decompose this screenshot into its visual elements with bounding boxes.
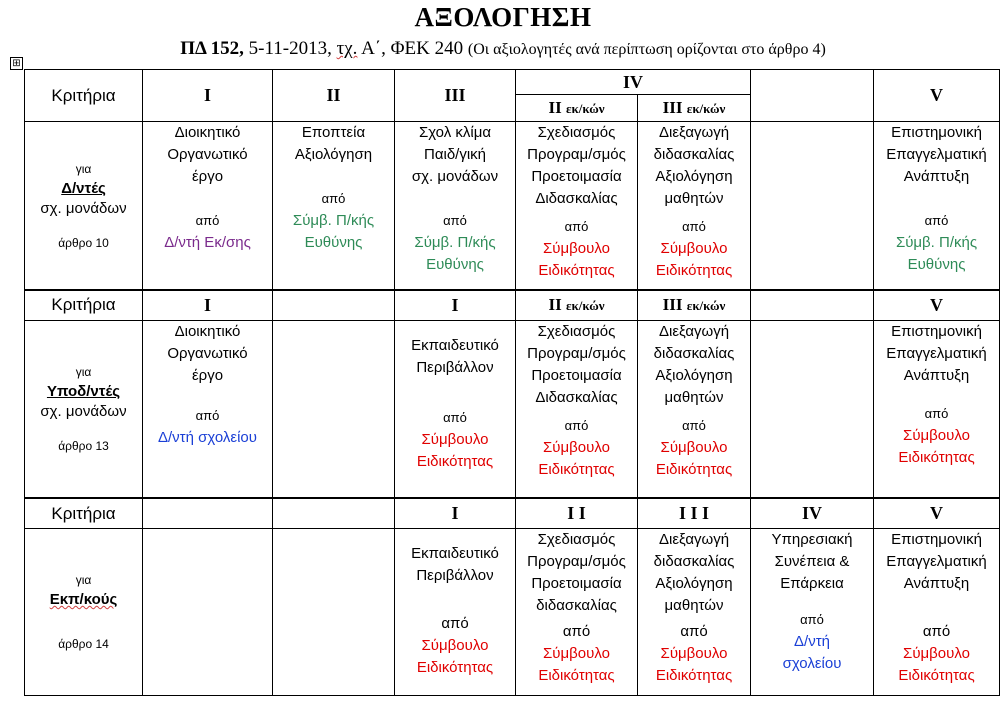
subcriterion-header: III εκ/κών <box>638 95 751 122</box>
issue-abbrev: τχ. <box>336 38 358 59</box>
subtitle-note: (Οι αξιολογητές ανά περίπτωση ορίζονται στο άρθρο 4) <box>467 41 826 58</box>
role-directors: για Δ/ντές σχ. μονάδων άρθρο 10 <box>25 122 143 290</box>
table-move-handle-icon[interactable]: ⊞ <box>10 57 23 70</box>
criterion-cell: Σχεδιασμός Πρoγραμ/σμός Προετοιμασία Διδασκαλίας από Σύμβουλο Ειδικότητας <box>516 320 638 498</box>
criteria-header-1: Κριτήρια <box>25 70 143 122</box>
criteria-header-3: Κριτήρια <box>25 498 143 528</box>
criterion-header: III <box>395 70 516 122</box>
empty-cell <box>273 320 395 498</box>
page-title: ΑΞΟΛΟΓΗΣΗ <box>414 2 592 32</box>
decree-number: ΠΔ 152, <box>180 38 244 59</box>
criterion-header: IV <box>751 498 874 528</box>
subcriterion-header: III εκ/κών <box>638 290 751 320</box>
criterion-cell: Σχεδιασμός Πρoγραμ/σμός Προετοιμασία διδασκαλίας από Σύμβουλο Ειδικότητας <box>516 529 638 696</box>
role-teachers: για Εκπ/κούς άρθρο 14 <box>25 529 143 696</box>
page-subtitle <box>0 38 1006 60</box>
criterion-header: V <box>874 70 1000 122</box>
criterion-cell: Σχολ κλίμα Παιδ/γική σχ. μονάδων από Σύμβ. Π/κής Ευθύνης <box>395 122 516 290</box>
criterion-header: V <box>874 498 1000 528</box>
criterion-header: I <box>143 290 273 320</box>
empty-header-cell <box>273 290 395 320</box>
subcriterion-header: II εκ/κών <box>516 95 638 122</box>
criterion-cell: Διεξαγωγή διδασκαλίας Αξιολόγηση μαθητών από Σύμβουλο Ειδικότητας <box>638 320 751 498</box>
criterion-cell: Εκπαιδευτικό Περιβάλλον από Σύμβουλο Ειδικότητας <box>395 320 516 498</box>
criteria-header-2: Κριτήρια <box>25 290 143 320</box>
empty-cell <box>751 320 874 498</box>
criterion-header: I <box>143 70 273 122</box>
criterion-header: I I <box>516 498 638 528</box>
subcriterion-header: II εκ/κών <box>516 290 638 320</box>
criterion-cell: Διεξαγωγή διδασκαλίας Αξιολόγηση μαθητών από Σύμβουλο Ειδικότητας <box>638 529 751 696</box>
criterion-cell: Διοικητικό Οργανωτικό έργο από Δ/ντή Εκ/σης <box>143 122 273 290</box>
criterion-cell: Εκπαιδευτικό Περιβάλλον από Σύμβουλο Ειδικότητας <box>395 529 516 696</box>
empty-header-cell <box>143 498 273 528</box>
empty-cell <box>143 529 273 696</box>
criterion-header: I I I <box>638 498 751 528</box>
empty-cell <box>273 529 395 696</box>
criterion-cell: Επιστημονική Επαγγελματική Ανάπτυξη από Σύμβουλο Ειδικότητας <box>874 320 1000 498</box>
criterion-header: II <box>273 70 395 122</box>
criterion-cell: Διεξαγωγή διδασκαλίας Αξιολόγηση μαθητών από Σύμβουλο Ειδικότητας <box>638 122 751 290</box>
criterion-header: I <box>395 498 516 528</box>
empty-cell <box>751 122 874 290</box>
empty-header-cell <box>273 498 395 528</box>
decree-date: 5-11-2013, <box>248 38 332 59</box>
criterion-cell: Επιστημονική Επαγγελματική Ανάπτυξη από Σύμβουλο Ειδικότητας <box>874 529 1000 696</box>
criterion-cell: Υπηρεσιακή Συνέπεια & Επάρκεια από Δ/ντή σχολείου <box>751 529 874 696</box>
criterion-cell: Εποπτεία Αξιολόγηση από Σύμβ. Π/κής Ευθύνης <box>273 122 395 290</box>
gazette-ref: Α΄, ΦΕΚ 240 <box>361 38 464 59</box>
criterion-header: IV <box>516 70 751 95</box>
criterion-cell: Διοικητικό Οργανωτικό έργο από Δ/ντή σχολείου <box>143 320 273 498</box>
role-deputy-directors: για Υποδ/ντές σχ. μονάδων άρθρο 13 <box>25 320 143 498</box>
empty-header-cell <box>751 290 874 320</box>
criterion-cell: Σχεδιασμός Πρoγραμ/σμός Προετοιμασία Διδασκαλίας από Σύμβουλο Ειδικότητας <box>516 122 638 290</box>
criterion-header: V <box>874 290 1000 320</box>
criterion-header: I <box>395 290 516 320</box>
evaluation-table <box>24 69 1000 696</box>
criterion-cell: Επιστημονική Επαγγελματική Ανάπτυξη από Σύμβ. Π/κής Ευθύνης <box>874 122 1000 290</box>
empty-header-cell <box>751 70 874 122</box>
